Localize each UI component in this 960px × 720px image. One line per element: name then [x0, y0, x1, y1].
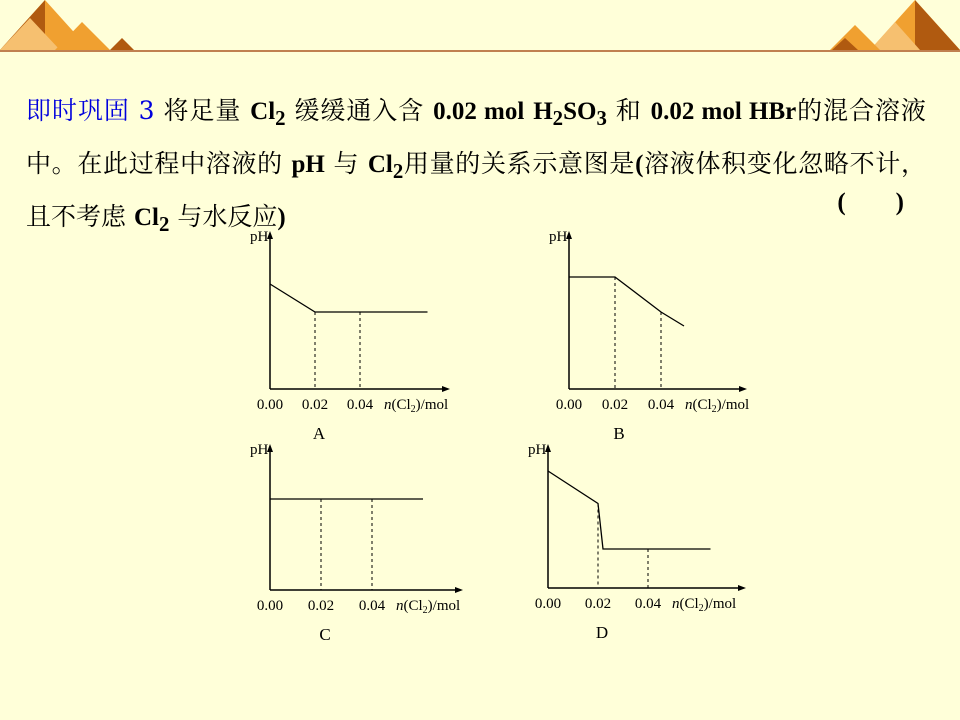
q-text: 溶液体积变化忽略不计，且不考虑: [26, 149, 926, 231]
option-label: A: [312, 424, 326, 443]
x-axis-arrow: [738, 585, 746, 591]
question-label: 即时巩固 3: [26, 96, 155, 125]
x-axis-arrow: [442, 386, 450, 392]
x-tick-label: 0.02: [307, 598, 335, 614]
corner-triangles-right: [830, 0, 960, 50]
x-axis-label: $n(Cl_2)$/mol: [384, 397, 449, 415]
q-sub: 2: [158, 212, 170, 236]
x-tick-label: 0.00: [256, 598, 284, 614]
x-axis-arrow: [739, 386, 747, 392]
q-text: 与: [333, 149, 360, 178]
x-tick-label: 0.00: [534, 596, 562, 612]
q-formula: Cl: [133, 204, 159, 231]
y-axis-label: pH: [250, 442, 269, 458]
q-text: 的混合溶液中。在此过程中溶液的: [26, 96, 926, 178]
top-decoration: [0, 0, 960, 60]
q-sub: 2: [552, 106, 564, 130]
option-label: D: [595, 623, 609, 642]
x-axis-label: $n(Cl_2)$/mol: [396, 598, 461, 616]
ph-curve: [548, 471, 711, 549]
q-amount: 0.02 mol HBr: [650, 98, 797, 125]
question-text: [26, 88, 926, 247]
chart-option-b: [545, 229, 775, 447]
q-formula: SO: [563, 98, 597, 125]
y-axis-label: pH: [250, 229, 269, 245]
y-axis-label: pH: [528, 442, 547, 458]
q-text: 缓缓通入含: [294, 96, 425, 125]
q-text: 和: [615, 96, 642, 125]
x-axis-arrow: [455, 587, 463, 593]
q-sub: 2: [392, 159, 404, 183]
x-tick-label: 0.00: [555, 397, 583, 413]
q-text: 用量的关系示意图是: [403, 149, 636, 178]
corner-triangles-left: [0, 0, 134, 50]
x-tick-label: 0.04: [346, 397, 374, 413]
x-tick-label: 0.04: [634, 596, 662, 612]
option-label: B: [613, 424, 625, 443]
q-formula: Cl: [367, 151, 393, 178]
q-paren: (: [635, 151, 644, 178]
chart-option-a: [248, 229, 478, 447]
q-text: 与水反应: [177, 202, 278, 231]
q-amount: 0.02 mol: [433, 98, 525, 125]
y-axis-label: pH: [549, 229, 568, 245]
q-sub: 3: [596, 106, 607, 130]
ph-curve: [569, 277, 684, 326]
answer-blank: ( ): [837, 189, 904, 216]
chart-option-c: [248, 442, 493, 660]
q-formula: Cl: [250, 98, 276, 125]
ph-curve: [270, 284, 428, 312]
x-axis-label: $n(Cl_2)$/mol: [672, 596, 737, 614]
q-formula: H: [533, 98, 553, 125]
x-tick-label: 0.02: [584, 596, 612, 612]
x-tick-label: 0.04: [647, 397, 675, 413]
x-tick-label: 0.04: [358, 598, 386, 614]
q-text: 将足量: [163, 96, 242, 125]
x-tick-label: 0.00: [256, 397, 284, 413]
q-ph: pH: [291, 151, 325, 178]
x-axis-label: $n(Cl_2)$/mol: [685, 397, 750, 415]
chart-option-d: [522, 442, 772, 660]
q-paren: ): [277, 204, 286, 231]
option-label: C: [319, 625, 331, 644]
q-sub: 2: [275, 106, 286, 130]
x-tick-label: 0.02: [301, 397, 329, 413]
x-tick-label: 0.02: [601, 397, 629, 413]
